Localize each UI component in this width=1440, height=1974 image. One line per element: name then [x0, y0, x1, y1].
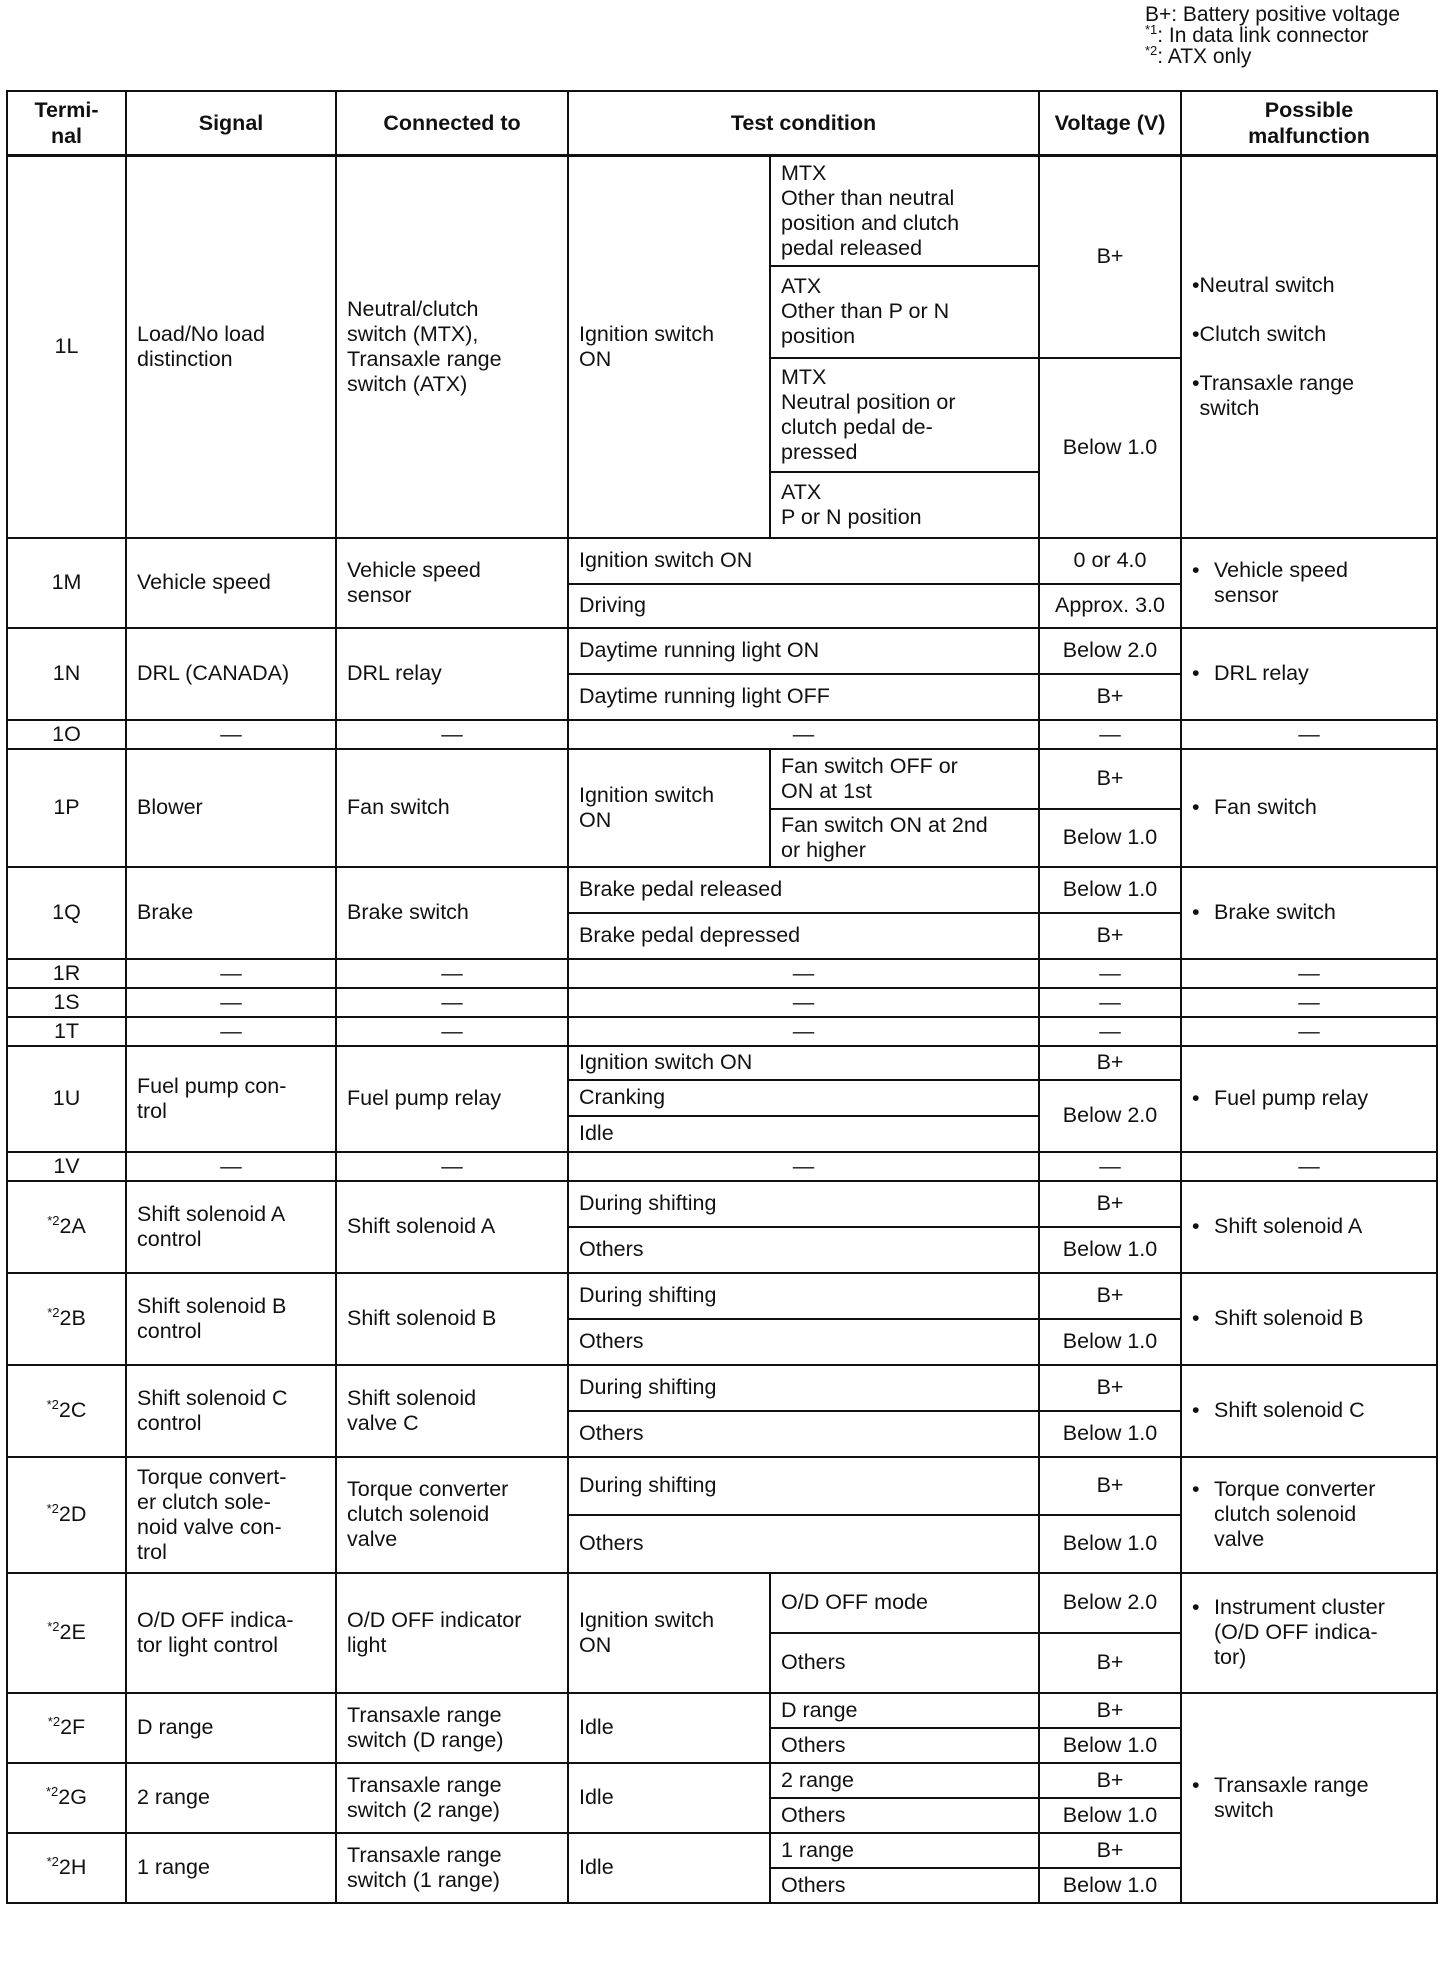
condition-cell: Daytime running light OFF — [568, 674, 1039, 720]
connected-cell: Fuel pump relay — [336, 1046, 568, 1152]
terminal-cell: 1R — [7, 959, 126, 988]
malfunction-text: Clutch switch — [1199, 321, 1327, 346]
voltage-cell: Below 1.0 — [1039, 1868, 1181, 1903]
connected-cell: Shift solenoid B — [336, 1273, 568, 1365]
voltage-cell: Approx. 3.0 — [1039, 584, 1181, 628]
signal-cell: D range — [126, 1693, 336, 1763]
malfunction-cell — [1181, 1457, 1437, 1573]
terminal-id: 2C — [58, 1398, 87, 1422]
condition-cell: During shifting — [568, 1181, 1039, 1227]
condition-cell: Others — [568, 1319, 1039, 1365]
malfunction-cell: — — [1181, 720, 1437, 749]
voltage-cell: Below 1.0 — [1039, 809, 1181, 867]
subcondition-cell: Fan switch OFF or ON at 1st — [770, 749, 1039, 809]
malfunction-cell: — — [1181, 1017, 1437, 1046]
legend-text: B+: Battery positive voltage — [1144, 3, 1400, 26]
legend-text: : ATX only — [1157, 45, 1252, 68]
connected-cell: Vehicle speed sensor — [336, 538, 568, 628]
voltage-cell: B+ — [1039, 913, 1181, 959]
condition-cell: Others — [568, 1515, 1039, 1573]
legend-mark: *2 — [1144, 43, 1158, 58]
condition-cell: Driving — [568, 584, 1039, 628]
subcondition-cell: ATX P or N position — [770, 472, 1039, 538]
table-row-1L — [7, 156, 1437, 266]
atx-only-mark: *2 — [46, 1500, 59, 1516]
bullet-icon: • — [1192, 1214, 1200, 1238]
atx-only-mark: *2 — [46, 1396, 59, 1412]
voltage-cell: — — [1039, 1017, 1181, 1046]
malfunction-item — [1192, 322, 1426, 347]
connected-cell: Transaxle range switch (D range) — [336, 1693, 568, 1763]
atx-only-mark: *2 — [46, 1853, 59, 1869]
condition-cell: Ignition switch ON — [568, 538, 1039, 584]
condition-cell: — — [568, 1017, 1039, 1046]
connected-cell: Neutral/clutch switch (MTX), Transaxle range switch (ATX) — [336, 156, 568, 538]
atx-only-mark: *2 — [47, 1713, 61, 1729]
malfunction-text: Fuel pump relay — [1214, 1086, 1369, 1110]
condition-cell: During shifting — [568, 1365, 1039, 1411]
malfunction-cell — [1181, 1365, 1437, 1457]
voltage-cell: Below 1.0 — [1039, 867, 1181, 913]
terminal-cell — [7, 1763, 126, 1833]
atx-only-mark: *2 — [47, 1304, 60, 1320]
signal-cell: Load/No load distinction — [126, 156, 336, 538]
condition-cell: During shifting — [568, 1457, 1039, 1515]
header-row — [7, 91, 1437, 156]
malfunction-text: Brake switch — [1214, 900, 1336, 924]
table-row-1O — [7, 720, 1437, 749]
voltage-cell: B+ — [1039, 1633, 1181, 1693]
atx-only-mark: *2 — [46, 1783, 59, 1799]
header-malfunction: Possible malfunction — [1181, 91, 1437, 156]
voltage-cell: Below 2.0 — [1039, 1573, 1181, 1633]
legend — [1145, 4, 1400, 67]
signal-cell: Shift solenoid A control — [126, 1181, 336, 1273]
terminal-id: 2G — [58, 1785, 87, 1809]
voltage-cell: — — [1039, 720, 1181, 749]
bullet-icon: • — [1192, 1086, 1200, 1110]
voltage-cell: Below 1.0 — [1039, 358, 1181, 538]
atx-only-mark: *2 — [47, 1212, 60, 1228]
subcondition-cell: O/D OFF mode — [770, 1573, 1039, 1633]
bullet-icon: • — [1192, 1477, 1200, 1501]
bullet-icon: • — [1192, 272, 1200, 297]
terminal-cell: 1L — [7, 156, 126, 538]
subcondition-cell: MTX Other than neutral position and clutch pedal released — [770, 156, 1039, 266]
bullet-icon: • — [1192, 900, 1200, 924]
malfunction-text: Instrument cluster (O/D OFF indica- tor) — [1214, 1595, 1385, 1669]
subcondition-cell: Others — [770, 1728, 1039, 1763]
bullet-icon: • — [1192, 1398, 1200, 1422]
voltage-cell: 0 or 4.0 — [1039, 538, 1181, 584]
signal-cell: 1 range — [126, 1833, 336, 1903]
voltage-cell: Below 2.0 — [1039, 628, 1181, 674]
signal-cell: Brake — [126, 867, 336, 959]
legend-mark: *1 — [1144, 22, 1158, 37]
table-row-2C — [7, 1365, 1437, 1411]
condition-cell: Idle — [568, 1693, 770, 1763]
voltage-cell: Below 2.0 — [1039, 1080, 1181, 1152]
connected-cell: Brake switch — [336, 867, 568, 959]
connected-cell: Transaxle range switch (2 range) — [336, 1763, 568, 1833]
table-row-1N — [7, 628, 1437, 674]
legend-line-battery — [1145, 4, 1400, 25]
malfunction-item — [1192, 273, 1426, 298]
signal-cell: Vehicle speed — [126, 538, 336, 628]
malfunction-cell: — — [1181, 1152, 1437, 1181]
malfunction-item — [1192, 371, 1426, 421]
voltage-cell: B+ — [1039, 674, 1181, 720]
malfunction-text: Vehicle speed sensor — [1214, 557, 1348, 607]
bullet-icon: • — [1192, 370, 1200, 395]
malfunction-text: Fan switch — [1214, 795, 1317, 819]
voltage-cell: B+ — [1039, 1273, 1181, 1319]
voltage-cell: B+ — [1039, 156, 1181, 358]
header-terminal: Termi- nal — [7, 91, 126, 156]
condition-cell: Ignition switch ON — [568, 749, 770, 867]
terminal-cell — [7, 1573, 126, 1693]
subcondition-cell: MTX Neutral position or clutch pedal de- pressed — [770, 358, 1039, 472]
condition-cell: Brake pedal depressed — [568, 913, 1039, 959]
terminal-cell: 1V — [7, 1152, 126, 1181]
header-test-condition: Test condition — [568, 91, 1039, 156]
voltage-cell: B+ — [1039, 1693, 1181, 1728]
table-row-1P — [7, 749, 1437, 809]
condition-cell: Daytime running light ON — [568, 628, 1039, 674]
bullet-icon: • — [1192, 321, 1200, 346]
terminal-cell — [7, 1365, 126, 1457]
voltage-cell: B+ — [1039, 1046, 1181, 1080]
subcondition-cell: ATX Other than P or N position — [770, 266, 1039, 358]
terminal-cell: 1U — [7, 1046, 126, 1152]
voltage-cell: B+ — [1039, 1457, 1181, 1515]
terminal-cell — [7, 1273, 126, 1365]
signal-cell: — — [126, 959, 336, 988]
signal-cell: — — [126, 720, 336, 749]
table-row-2F — [7, 1693, 1437, 1728]
malfunction-text: Shift solenoid A — [1214, 1214, 1363, 1238]
malfunction-cell — [1181, 538, 1437, 628]
table-row-1T — [7, 1017, 1437, 1046]
malfunction-cell — [1181, 1573, 1437, 1693]
signal-cell: — — [126, 1152, 336, 1181]
condition-cell: Others — [568, 1411, 1039, 1457]
table-row-1M — [7, 538, 1437, 584]
malfunction-cell — [1181, 1046, 1437, 1152]
terminal-cell — [7, 1833, 126, 1903]
subcondition-cell: Others — [770, 1798, 1039, 1833]
header-voltage: Voltage (V) — [1039, 91, 1181, 156]
voltage-cell: Below 1.0 — [1039, 1515, 1181, 1573]
malfunction-text: Shift solenoid C — [1214, 1398, 1365, 1422]
voltage-cell: B+ — [1039, 1763, 1181, 1798]
malfunction-cell — [1181, 1273, 1437, 1365]
malfunction-text: Shift solenoid B — [1214, 1306, 1364, 1330]
malfunction-cell — [1181, 867, 1437, 959]
terminal-cell: 1S — [7, 988, 126, 1017]
malfunction-text: Neutral switch — [1199, 272, 1335, 297]
voltage-cell: — — [1039, 1152, 1181, 1181]
condition-cell: Ignition switch ON — [568, 156, 770, 538]
subcondition-cell: D range — [770, 1693, 1039, 1728]
terminal-id: 2F — [60, 1715, 86, 1739]
signal-cell: Blower — [126, 749, 336, 867]
bullet-icon: • — [1192, 1772, 1200, 1797]
malfunction-text: DRL relay — [1214, 661, 1309, 685]
subcondition-cell: Fan switch ON at 2nd or higher — [770, 809, 1039, 867]
malfunction-cell — [1181, 749, 1437, 867]
voltage-cell: Below 1.0 — [1039, 1728, 1181, 1763]
malfunction-cell — [1181, 1181, 1437, 1273]
terminal-id: 2H — [58, 1855, 87, 1879]
connected-cell: — — [336, 1017, 568, 1046]
voltage-cell: — — [1039, 988, 1181, 1017]
malfunction-cell — [1181, 156, 1437, 538]
connected-cell: — — [336, 1152, 568, 1181]
malfunction-text: Transaxle range switch — [1199, 370, 1355, 420]
terminal-id: 2B — [59, 1306, 86, 1330]
connected-cell: Shift solenoid valve C — [336, 1365, 568, 1457]
signal-cell: Shift solenoid B control — [126, 1273, 336, 1365]
malfunction-cell: — — [1181, 988, 1437, 1017]
table-row-2B — [7, 1273, 1437, 1319]
connected-cell: — — [336, 988, 568, 1017]
table-row-2E — [7, 1573, 1437, 1633]
condition-cell: Cranking — [568, 1080, 1039, 1116]
condition-cell: — — [568, 1152, 1039, 1181]
bullet-icon: • — [1192, 557, 1200, 582]
signal-cell: O/D OFF indica- tor light control — [126, 1573, 336, 1693]
condition-cell: During shifting — [568, 1273, 1039, 1319]
terminal-cell: 1M — [7, 538, 126, 628]
connected-cell: Fan switch — [336, 749, 568, 867]
table-row-1V — [7, 1152, 1437, 1181]
header-signal: Signal — [126, 91, 336, 156]
bullet-icon: • — [1192, 795, 1200, 819]
bullet-icon: • — [1192, 661, 1200, 685]
connected-cell: Transaxle range switch (1 range) — [336, 1833, 568, 1903]
signal-cell: — — [126, 1017, 336, 1046]
condition-cell: Idle — [568, 1763, 770, 1833]
terminal-cell: 1Q — [7, 867, 126, 959]
bullet-icon: • — [1192, 1595, 1200, 1619]
terminal-cell: 1P — [7, 749, 126, 867]
malfunction-text: Transaxle range switch — [1214, 1772, 1369, 1822]
voltage-cell: B+ — [1039, 1181, 1181, 1227]
connected-cell: Torque converter clutch solenoid valve — [336, 1457, 568, 1573]
condition-cell: Ignition switch ON — [568, 1046, 1039, 1080]
voltage-cell: Below 1.0 — [1039, 1411, 1181, 1457]
table-row-2A — [7, 1181, 1437, 1227]
table-row-2D — [7, 1457, 1437, 1515]
terminal-cell — [7, 1693, 126, 1763]
legend-line-dlc — [1144, 22, 1400, 47]
condition-cell: Idle — [568, 1833, 770, 1903]
connected-cell: DRL relay — [336, 628, 568, 720]
signal-cell: Fuel pump con- trol — [126, 1046, 336, 1152]
terminal-cell: 1O — [7, 720, 126, 749]
terminal-id: 2D — [58, 1502, 87, 1526]
signal-cell: — — [126, 988, 336, 1017]
signal-cell: DRL (CANADA) — [126, 628, 336, 720]
terminal-cell: 1T — [7, 1017, 126, 1046]
voltage-cell: Below 1.0 — [1039, 1319, 1181, 1365]
bullet-icon: • — [1192, 1306, 1200, 1330]
terminal-cell — [7, 1457, 126, 1573]
atx-only-mark: *2 — [47, 1618, 60, 1634]
header-connected-to: Connected to — [336, 91, 568, 156]
legend-line-atx — [1144, 43, 1400, 68]
condition-cell: Idle — [568, 1116, 1039, 1152]
connected-cell: — — [336, 720, 568, 749]
malfunction-cell: — — [1181, 959, 1437, 988]
table-row-1S — [7, 988, 1437, 1017]
terminal-voltage-table — [6, 90, 1438, 1904]
signal-cell: Torque convert- er clutch sole- noid valve con- trol — [126, 1457, 336, 1573]
legend-text: : In data link connector — [1157, 24, 1369, 47]
condition-cell: Others — [568, 1227, 1039, 1273]
voltage-cell: Below 1.0 — [1039, 1227, 1181, 1273]
table-row-1Q — [7, 867, 1437, 913]
voltage-cell: Below 1.0 — [1039, 1798, 1181, 1833]
signal-cell: 2 range — [126, 1763, 336, 1833]
connected-cell: Shift solenoid A — [336, 1181, 568, 1273]
condition-cell: Ignition switch ON — [568, 1573, 770, 1693]
signal-cell: Shift solenoid C control — [126, 1365, 336, 1457]
voltage-cell: B+ — [1039, 1365, 1181, 1411]
connected-cell: — — [336, 959, 568, 988]
condition-cell: — — [568, 720, 1039, 749]
condition-cell: Brake pedal released — [568, 867, 1039, 913]
terminal-id: 2A — [59, 1214, 86, 1238]
condition-cell: — — [568, 988, 1039, 1017]
table-row-1R — [7, 959, 1437, 988]
voltage-cell: B+ — [1039, 749, 1181, 809]
table-row-1U — [7, 1046, 1437, 1080]
terminal-id: 2E — [59, 1620, 86, 1644]
terminal-cell — [7, 1181, 126, 1273]
subcondition-cell: 1 range — [770, 1833, 1039, 1868]
voltage-cell: B+ — [1039, 1833, 1181, 1868]
malfunction-cell — [1181, 1693, 1437, 1903]
malfunction-cell — [1181, 628, 1437, 720]
connected-cell: O/D OFF indicator light — [336, 1573, 568, 1693]
subcondition-cell: 2 range — [770, 1763, 1039, 1798]
condition-cell: — — [568, 959, 1039, 988]
terminal-cell: 1N — [7, 628, 126, 720]
subcondition-cell: Others — [770, 1633, 1039, 1693]
voltage-cell: — — [1039, 959, 1181, 988]
malfunction-text: Torque converter clutch solenoid valve — [1214, 1477, 1376, 1551]
subcondition-cell: Others — [770, 1868, 1039, 1903]
